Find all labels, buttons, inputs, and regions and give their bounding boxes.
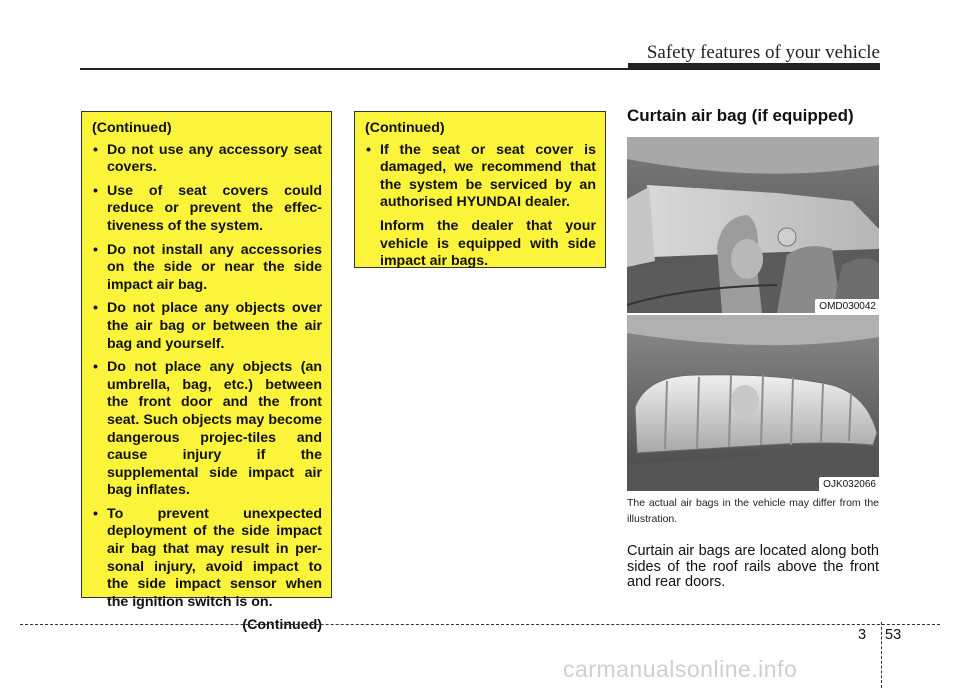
page-header-title: Safety features of your vehicle: [646, 42, 880, 63]
warning-item: • If the seat or seat cover is damaged, we recommend that the system be serviced by an authorised HYUNDAI dealer.: [365, 142, 596, 212]
warning-box-continued: [81, 111, 332, 634]
warning-box-continued-2: [354, 111, 606, 268]
footer-dashed-rule: [20, 624, 940, 625]
footer-dashed-divider: [881, 622, 882, 688]
warning-list: [92, 142, 322, 612]
warning-item: • To prevent unexpected deployment of the side impact air bag that may result in per-sonal injury, avoid impact to the side impact sensor when the ignition switch is on.: [92, 506, 322, 612]
image-code: OJK032066: [819, 477, 879, 491]
page-number: 53: [885, 627, 902, 643]
car-interior-illustration: [627, 137, 879, 313]
watermark-text: carmanualsonline.info: [563, 656, 798, 682]
curtain-airbag-location-photo: [627, 137, 879, 313]
section-title: Curtain air bag (if equipped): [627, 106, 854, 125]
warning-item: • Do not place any objects (an umbrella, bag, etc.) between the front door and the front seat. Such objects may become dangerous projec-tiles and cause injury if the supplemental side impact air bag inflates.: [92, 359, 322, 500]
warning-paragraph: Inform the dealer that your vehicle is equipped with side impact air bags.: [380, 217, 596, 270]
curtain-airbag-description: Curtain air bags are located along both sides of the roof rails above the front and rear doors.: [627, 543, 879, 590]
header-tab-bar: [628, 63, 880, 70]
continued-label: (Continued): [365, 120, 445, 136]
curtain-airbag-illustration: [627, 315, 879, 491]
warning-item: • Do not use any accessory seat covers.: [92, 142, 322, 177]
image-caption: The actual air bags in the vehicle may differ from the illustration.: [627, 497, 879, 525]
image-code: OMD030042: [815, 299, 879, 313]
warning-item: • Do not install any accessories on the side or near the side impact air bag.: [92, 242, 322, 295]
continued-label: (Continued): [92, 120, 172, 136]
curtain-airbag-deployed-photo: [627, 315, 879, 491]
chapter-number: 3: [858, 627, 867, 643]
warning-item: • Use of seat covers could reduce or prevent the effec-tiveness of the system.: [92, 183, 322, 236]
warning-item: • Do not place any objects over the air bag or between the air bag and yourself.: [92, 300, 322, 353]
warning-list: [365, 142, 596, 212]
continued-label: (Continued): [242, 617, 322, 634]
